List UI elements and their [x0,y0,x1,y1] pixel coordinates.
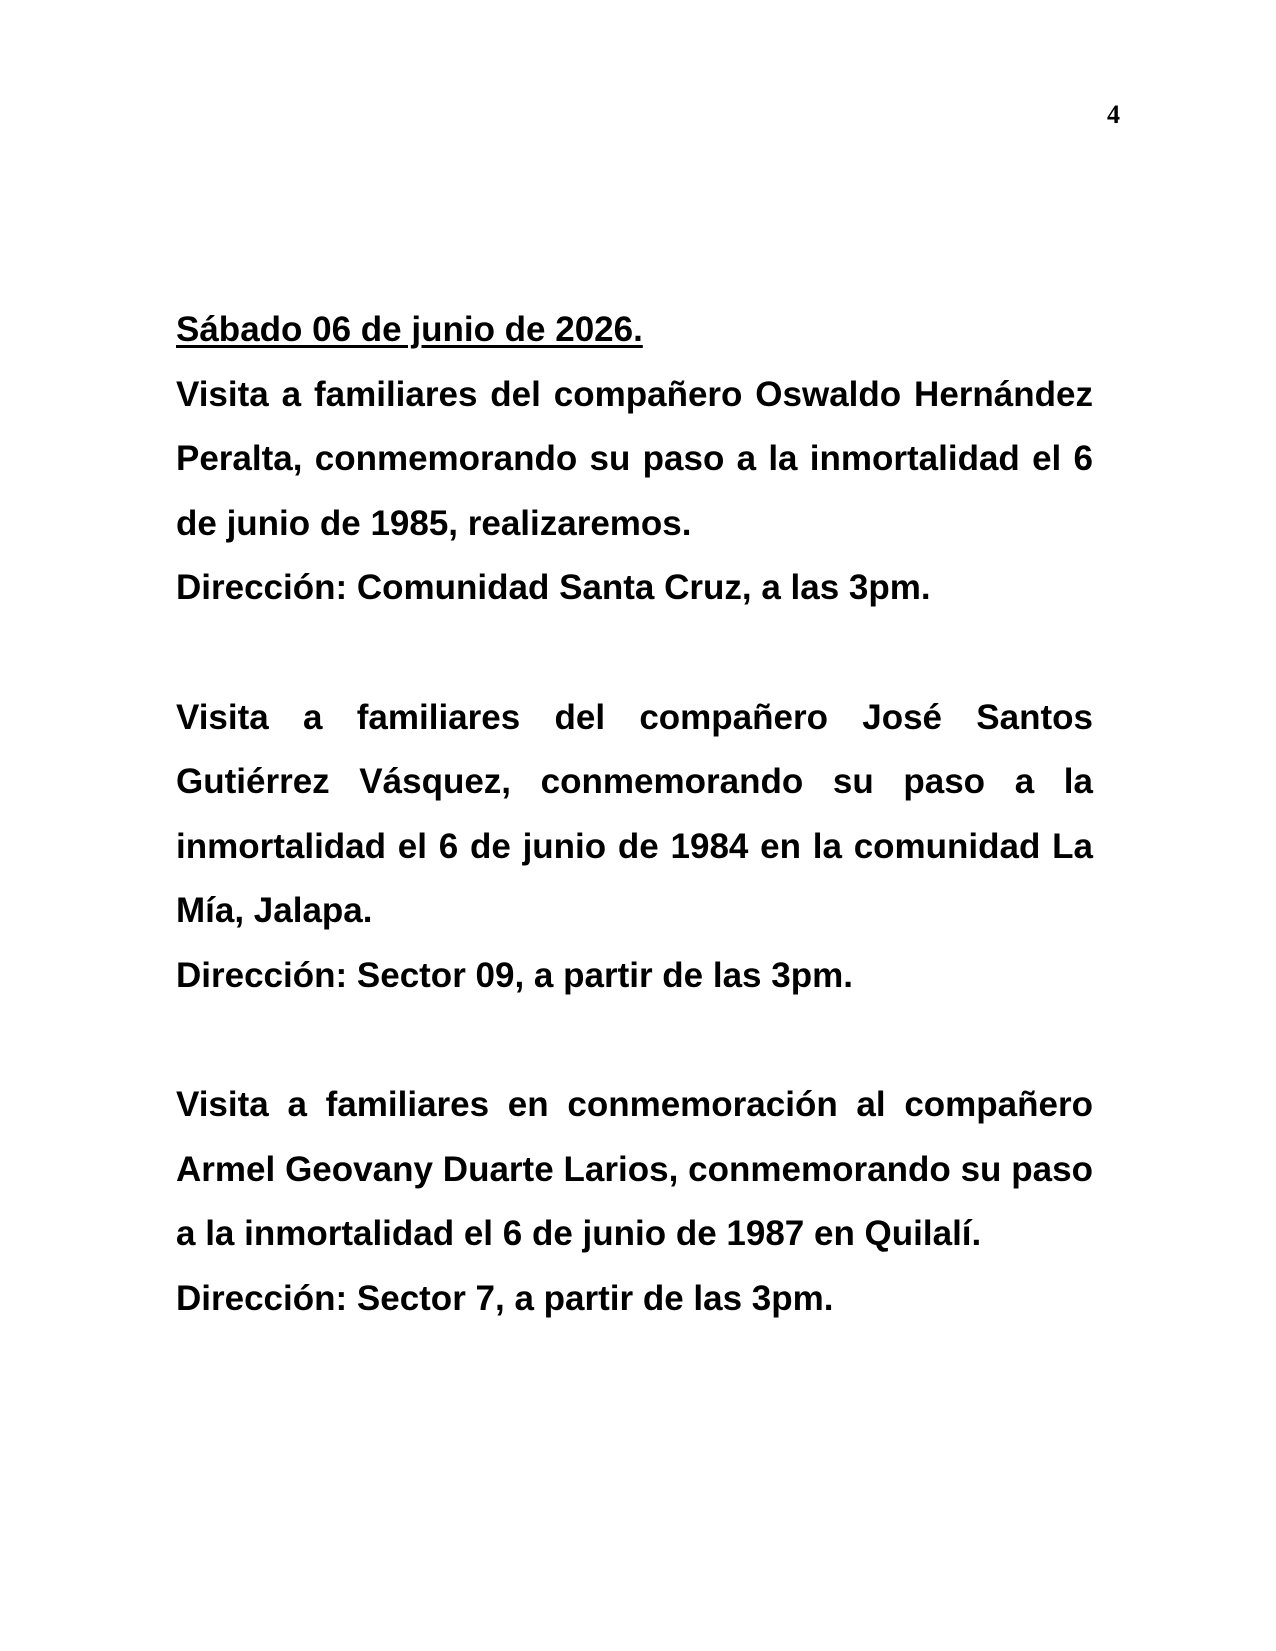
event-address: Dirección: Comunidad Santa Cruz, a las 3pm. [176,568,931,608]
event-description: Visita a familiares del compañero José Santos Gutiérrez Vásquez, conmemorando su paso a la inmortalidad el 6 de junio de 1984 en la comunidad La Mía, Jalapa. [176,697,1093,931]
page-number: 4 [1107,100,1120,129]
paragraph-spacer [176,621,1093,686]
paragraph-spacer [176,1009,1093,1074]
event-address: Dirección: Sector 7, a partir de las 3pm. [176,1278,834,1318]
event-address: Dirección: Sector 09, a partir de las 3pm. [176,955,853,995]
document-body [176,298,1093,1332]
date-heading: Sábado 06 de junio de 2026. [176,310,643,349]
event-description: Visita a familiares en conmemoración al compañero Armel Geovany Duarte Larios, conmemorando su paso a la inmortalidad el 6 de junio de 1987 en Quilalí. [176,1085,1093,1254]
event-description: Visita a familiares del compañero Oswaldo Hernández Peralta, conmemorando su paso a la inmortalidad el 6 de junio de 1985, realizaremos. [176,374,1093,543]
